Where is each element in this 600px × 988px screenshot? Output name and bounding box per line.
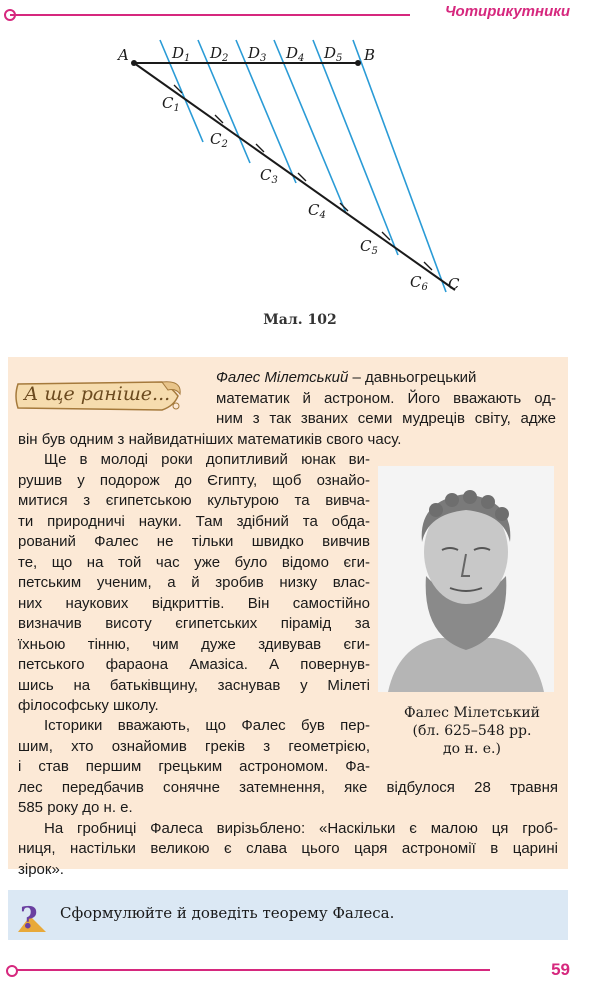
segment-ac — [134, 63, 455, 290]
label-c2: $C_2$ — [210, 130, 228, 150]
label-d2: $D_2$ — [210, 44, 229, 64]
paragraph-journey: Ще в молоді роки допитливий юнак ви- рушив у подорож до Єгипту, щоб ознайо- митися з єгипетською культурою та вивча- ти природничі науки. Там здібний та обда- рований Фалес не тільки швидко вивчив те, що на той час уже було відомо єги- петським ученим, а й зробив низку влас- них наукових відкриттів. Він самостійно визначив висоту єгипетських пірамід за їхньою тінню, чим дуже здивував єги- петського фараона Амазіса. А повернув- шись на батьківщину, заснував у Мілеті філософську школу. — [18, 451, 370, 714]
point-a — [131, 60, 137, 66]
label-d1: $D_1$ — [172, 44, 191, 64]
label-d3: $D_3$ — [248, 44, 267, 64]
label-b: B — [364, 46, 376, 64]
thales-name: Фалес Мілетський — [216, 369, 349, 386]
label-d4: $D_4$ — [286, 44, 305, 64]
paragraph-tomb: На гробниці Фалеса вирізьблено: «Наскільки є малою ця гроб- ниця, настільки великою є слава цього царя астрономії в царині зірок». — [18, 819, 558, 878]
paragraph-historians: Історики вважають, що Фалес був пер- шим, хто ознайомив греків з геометрією, і став першим грецьким астрономом. Фа- — [18, 717, 370, 775]
chapter-title: Чотирикутники — [444, 3, 570, 20]
question-icon — [14, 898, 50, 934]
figure-102 — [110, 30, 470, 320]
footer-rule — [16, 969, 490, 971]
intro-paragraph: математик й астроном. Його вважають од- ним з так званих семи мудреців світу, адже — [216, 389, 556, 427]
point-b — [355, 60, 361, 66]
intro-last-line: він був одним з найвидатніших математиків свого часу. — [18, 430, 402, 448]
label-d5: $D_5$ — [324, 44, 343, 64]
label-c1: $C_1$ — [162, 94, 180, 114]
paragraph-eclipse: лес передбачив сонячне затемнення, яке відбулося 28 травня 585 року до н. е. — [18, 778, 558, 816]
svg-text:?: ? — [20, 901, 38, 934]
label-a: A — [118, 46, 129, 64]
intro-first-line: Фалес Мілетський – давньогрецький — [216, 369, 477, 386]
label-c5: $C_5$ — [360, 237, 378, 257]
portrait-caption: Фалес Мілетський (бл. 625–548 рр. до н. е.) — [403, 705, 541, 757]
label-c3: $C_3$ — [260, 166, 278, 186]
question-text: Сформулюйте й доведіть теорему Фалеса. — [60, 904, 395, 922]
banner-label: А ще раніше... — [24, 383, 171, 405]
footer-decoration-dot — [6, 965, 18, 977]
label-c4: $C_4$ — [308, 201, 326, 221]
figure-caption: Мал. 102 — [263, 312, 337, 328]
parallel-line-5 — [313, 40, 398, 255]
header-rule — [10, 14, 410, 16]
thales-bust-image — [378, 466, 554, 692]
page-number: 59 — [551, 960, 570, 979]
label-c: C — [448, 275, 460, 293]
label-c6: $C_6$ — [410, 273, 428, 293]
